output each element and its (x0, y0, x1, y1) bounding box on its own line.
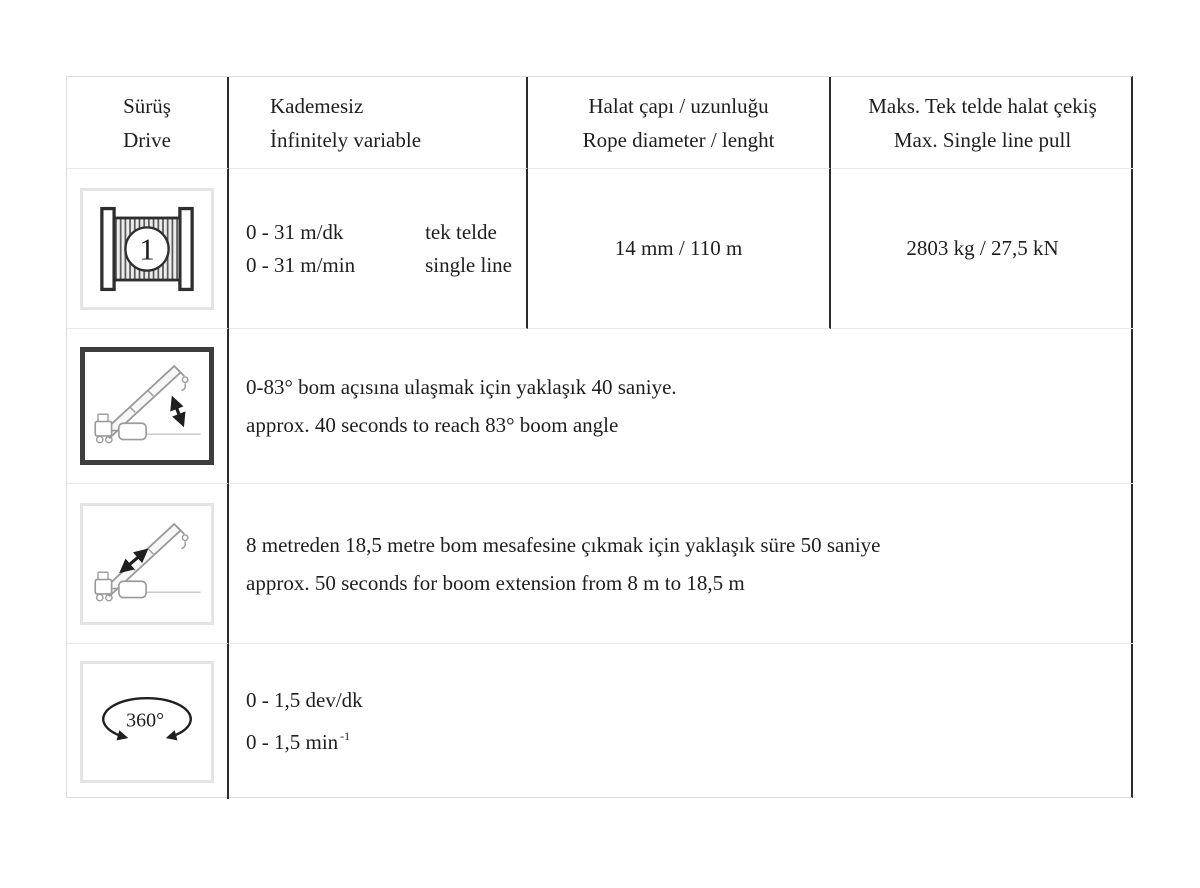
pull-value-cell (831, 169, 1134, 329)
header-rope-en: Rope diameter / lenght (582, 127, 775, 152)
winch-mode-labels (425, 216, 512, 282)
winch-speed-cell (229, 169, 528, 329)
boom-angle-icon-cell (67, 329, 229, 484)
slewing-icon-frame (80, 661, 214, 783)
header-infinitely-variable (229, 77, 528, 169)
slewing-text-cell (229, 644, 1134, 799)
winch-speed-values (246, 216, 355, 282)
boom-extension-icon (88, 514, 206, 614)
boom-angle-tr: 0-83° bom açısına ulaşmak için yaklaşık 40 saniye. (246, 375, 677, 399)
header-rope-tr: Halat çapı / uzunluğu (588, 93, 769, 118)
crane-spec-table (66, 76, 1133, 798)
winch-drum-number: 1 (139, 230, 155, 266)
boom-extension-tr: 8 metreden 18,5 metre bom mesafesine çıkmak için yaklaşık süre 50 saniye (246, 532, 881, 557)
slewing-tr: 0 - 1,5 dev/dk (246, 688, 363, 712)
header-pull-en: Max. Single line pull (893, 127, 1072, 152)
header-variable-en: İnfinitely variable (270, 127, 422, 152)
winch-drum-icon (95, 202, 199, 296)
slewing-icon-cell (67, 644, 229, 799)
header-drive (67, 77, 229, 169)
header-pull-tr: Maks. Tek telde halat çekiş (868, 93, 1097, 118)
winch-mode-en: single line (425, 252, 512, 277)
winch-speed-en: 0 - 31 m/min (246, 252, 356, 277)
rope-value-cell (528, 169, 831, 329)
pull-value: 2803 kg / 27,5 kN (906, 236, 1059, 260)
header-drive-en: Drive (123, 127, 171, 152)
rotation-360-icon (88, 686, 206, 758)
header-single-line-pull (831, 77, 1134, 169)
header-variable-tr: Kademesiz (270, 93, 364, 118)
winch-mode-tr: tek telde (425, 219, 497, 244)
boom-angle-text-cell (229, 329, 1134, 484)
boom-angle-en: approx. 40 seconds to reach 83° boom angle (246, 413, 619, 437)
boom-extension-en: approx. 50 seconds for boom extension from 8 m to 18,5 m (246, 570, 745, 595)
header-rope-diameter (528, 77, 831, 169)
boom-angle-icon (88, 356, 206, 456)
header-drive-tr: Sürüş (123, 93, 171, 118)
slewing-en: 0 - 1,5 min (246, 730, 339, 754)
boom-extension-icon-cell (67, 484, 229, 644)
rope-value: 14 mm / 110 m (614, 236, 743, 260)
boom-angle-icon-frame (80, 347, 214, 465)
slewing-en-exponent: -1 (340, 729, 351, 743)
rotation-angle-label: 360° (126, 709, 165, 732)
winch-icon-frame (80, 188, 214, 310)
winch-icon-cell (67, 169, 229, 329)
winch-speed-tr: 0 - 31 m/dk (246, 219, 344, 244)
boom-extension-icon-frame (80, 503, 214, 625)
boom-extension-text-cell (229, 484, 1134, 644)
